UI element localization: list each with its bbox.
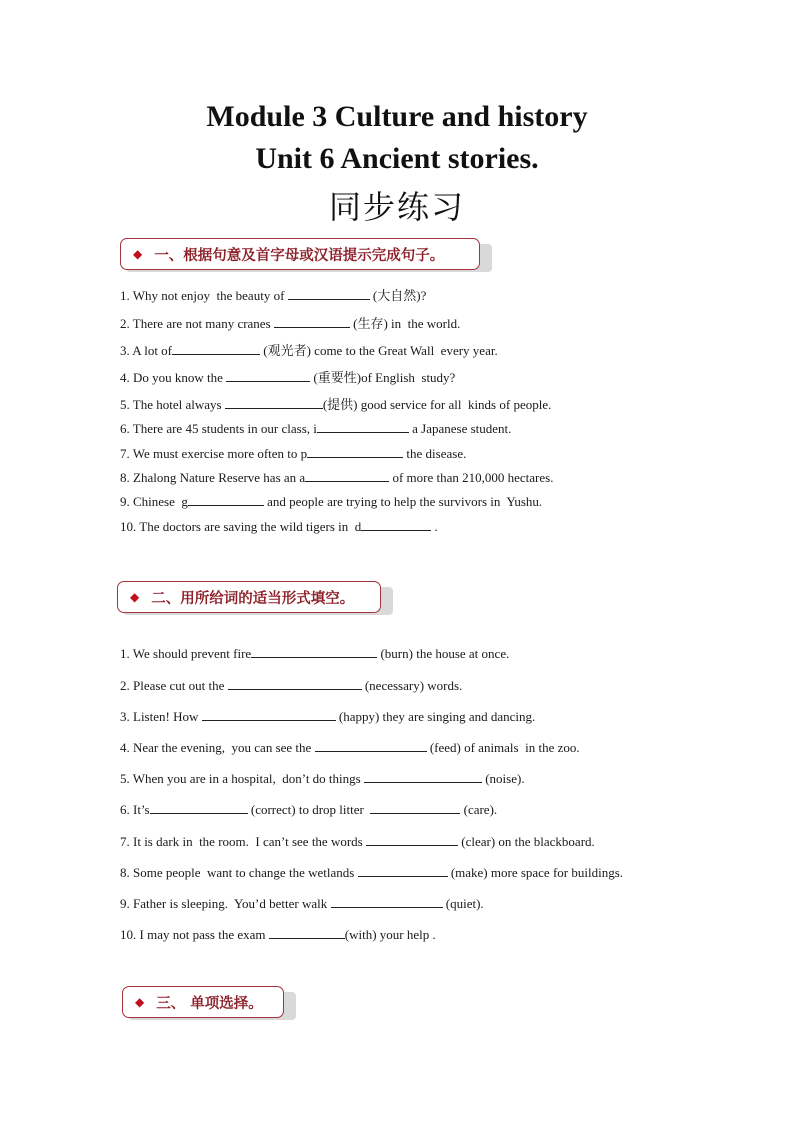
question-text: 2. Please cut out the (120, 678, 228, 693)
diamond-icon: ◆ (130, 590, 140, 604)
answer-blank[interactable] (364, 770, 482, 783)
question-text: 8. Zhalong Nature Reserve has an a (120, 470, 306, 485)
question-text: 4. Near the evening, you can see the (120, 740, 315, 755)
question-text: 8. Some people want to change the wetlands (120, 865, 358, 880)
section-2-question-10 (120, 926, 436, 943)
answer-blank[interactable] (269, 926, 345, 939)
answer-blank[interactable] (251, 645, 377, 658)
answer-blank[interactable] (331, 895, 443, 908)
section-1-question-5 (120, 394, 551, 413)
question-text: 1. We should prevent fire (120, 646, 252, 661)
answer-blank[interactable] (226, 369, 310, 382)
question-text: 3. Listen! How (120, 709, 202, 724)
section-2-header (117, 581, 381, 613)
question-text: (大自然)? (369, 288, 427, 303)
section-2-question-9 (120, 895, 484, 912)
section-2-question-5 (120, 770, 525, 787)
question-text: (提供) good service for all kinds of people. (322, 397, 552, 412)
question-text: of more than 210,000 hectares. (389, 470, 554, 485)
section-3-header (122, 986, 284, 1018)
question-text: 5. The hotel always (120, 397, 225, 412)
question-text: 7. It is dark in the room. I can’t see the words (120, 834, 366, 849)
answer-blank[interactable] (305, 469, 389, 482)
answer-blank[interactable] (288, 287, 370, 300)
section-2-question-8 (120, 864, 623, 881)
answer-blank[interactable] (225, 396, 323, 409)
section-2-question-3 (120, 708, 535, 725)
question-text: (生存) in the world. (349, 316, 461, 331)
diamond-icon: ◆ (135, 995, 145, 1009)
answer-blank[interactable] (150, 801, 248, 814)
question-text: (clear) on the blackboard. (457, 834, 595, 849)
question-text: . (431, 519, 438, 534)
answer-blank[interactable] (358, 864, 448, 877)
answer-blank[interactable] (188, 493, 264, 506)
section-1-question-4 (120, 367, 455, 386)
question-text: the disease. (403, 446, 467, 461)
section-2-title: 二、用所给词的适当形式填空。 (151, 590, 355, 607)
question-text: (make) more space for buildings. (447, 865, 624, 880)
question-text: (necessary) words. (361, 678, 463, 693)
question-text: 1. Why not enjoy the beauty of (120, 288, 288, 303)
question-text: 9. Chinese g (120, 494, 188, 509)
answer-blank[interactable] (361, 518, 431, 531)
question-text: 7. We must exercise more often to p (120, 446, 308, 461)
question-text: 6. There are 45 students in our class, i (120, 421, 317, 436)
answer-blank[interactable] (172, 342, 260, 355)
question-text: 4. Do you know the (120, 370, 227, 385)
answer-blank[interactable] (274, 315, 350, 328)
answer-blank[interactable] (366, 833, 458, 846)
question-text: a Japanese student. (408, 421, 512, 436)
question-text: (happy) they are singing and dancing. (335, 709, 536, 724)
question-text: (noise). (481, 771, 525, 786)
diamond-icon: ◆ (133, 247, 143, 261)
section-2-question-6 (120, 801, 497, 818)
section-2-question-7 (120, 833, 595, 850)
section-1-question-8 (120, 469, 553, 486)
question-text: 10. I may not pass the exam (120, 927, 269, 942)
section-1-question-9 (120, 493, 542, 510)
answer-blank[interactable] (370, 801, 460, 814)
question-text: (care). (460, 802, 498, 817)
question-text: 2. There are not many cranes (120, 316, 274, 331)
question-text: 6. It’s (120, 802, 150, 817)
question-text: 9. Father is sleeping. You’d better walk (120, 896, 331, 911)
question-text: (burn) the house at once. (377, 646, 510, 661)
question-text: (quiet). (442, 896, 484, 911)
section-1-question-7 (120, 445, 466, 462)
section-1-title: 一、根据句意及首字母或汉语提示完成句子。 (154, 247, 445, 264)
question-text: (重要性)of English study? (310, 370, 456, 385)
question-text: and people are trying to help the survivors in Yushu. (263, 494, 543, 509)
answer-blank[interactable] (307, 445, 403, 458)
section-2-question-4 (120, 739, 580, 756)
section-1-header (120, 238, 480, 270)
answer-blank[interactable] (228, 677, 362, 690)
section-1-question-10 (120, 518, 438, 535)
section-1-question-2 (120, 313, 460, 332)
title-line-3: 同步练习 (328, 188, 465, 226)
question-text: 5. When you are in a hospital, don’t do things (120, 771, 364, 786)
answer-blank[interactable] (315, 739, 427, 752)
question-text: 3. A lot of (120, 343, 173, 358)
question-text: (with) your help . (344, 927, 436, 942)
question-text: (correct) to drop litter (247, 802, 371, 817)
title-line-2: Unit 6 Ancient stories. (255, 142, 539, 175)
section-1-question-6 (120, 420, 511, 437)
section-1-question-3 (120, 340, 498, 359)
section-1-question-1 (120, 285, 426, 304)
question-text: 10. The doctors are saving the wild tigers in d (120, 519, 362, 534)
answer-blank[interactable] (202, 708, 336, 721)
question-text: (feed) of animals in the zoo. (426, 740, 580, 755)
title-line-1: Module 3 Culture and history (206, 100, 588, 133)
section-3-title: 三、 单项选择。 (156, 995, 263, 1012)
answer-blank[interactable] (317, 420, 409, 433)
section-2-question-2 (120, 677, 462, 694)
section-2-question-1 (120, 645, 509, 662)
question-text: (观光者) come to the Great Wall every year. (260, 343, 498, 358)
